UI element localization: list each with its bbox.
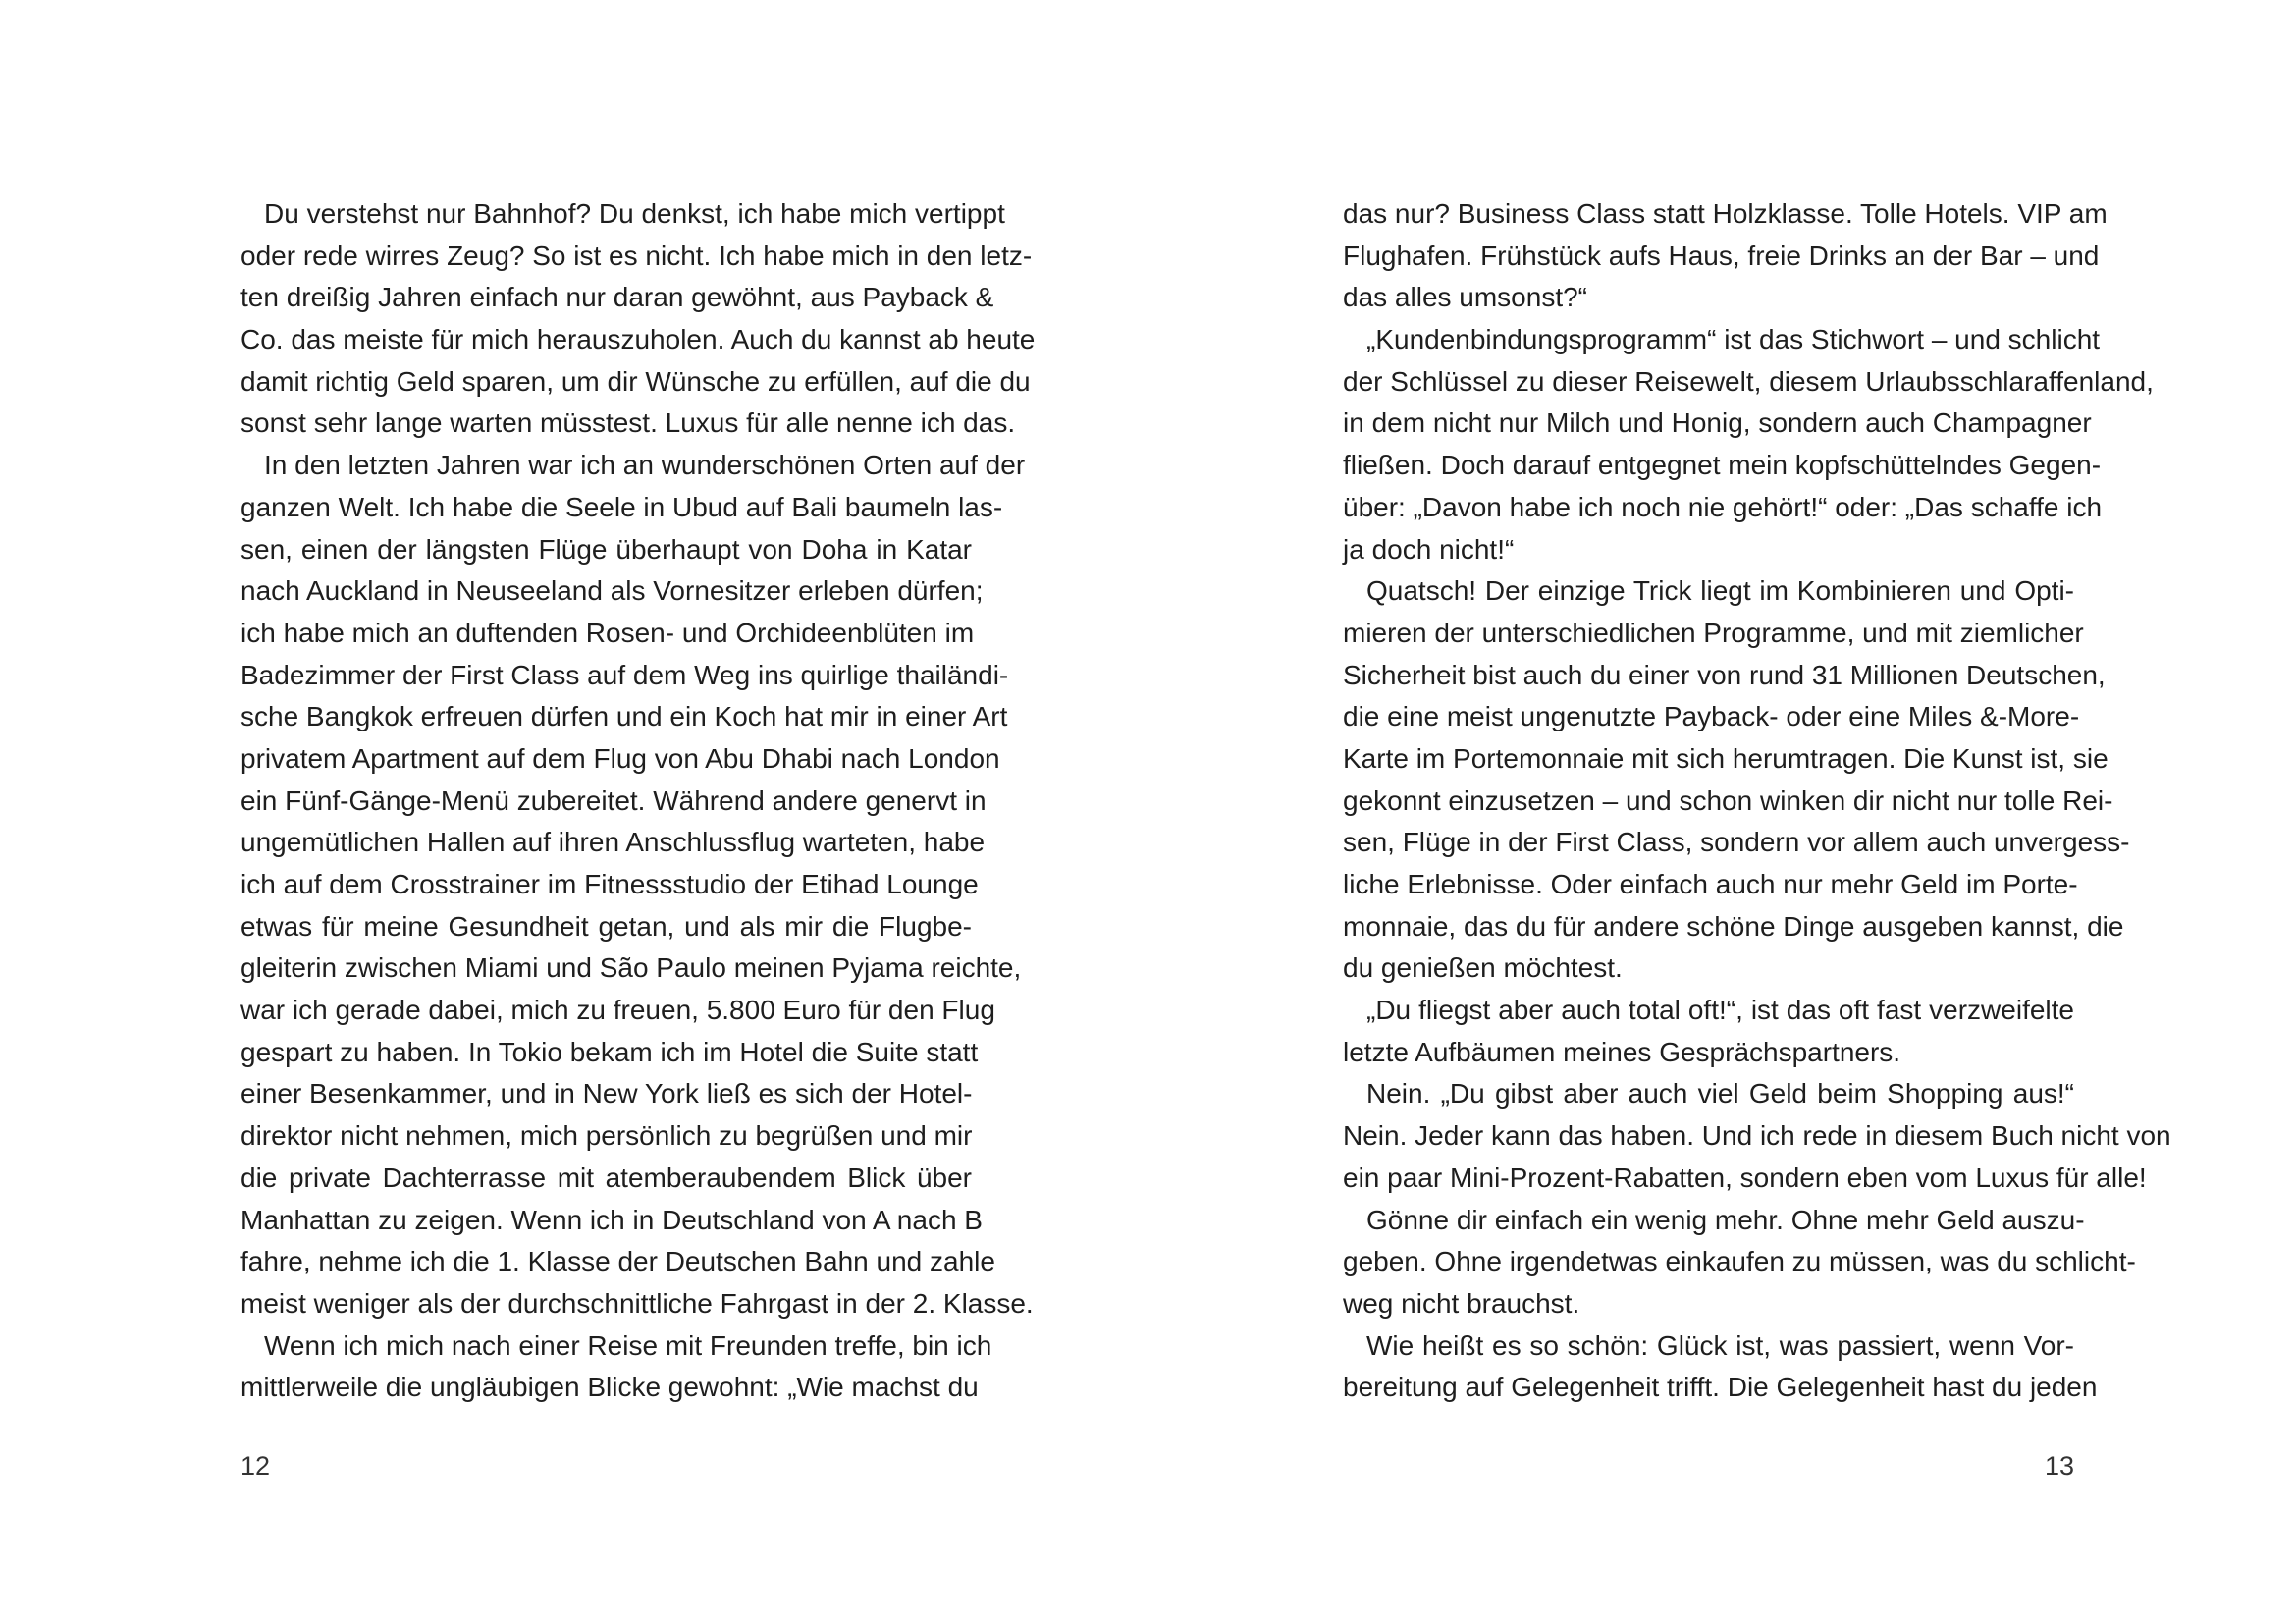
text-line: sonst sehr lange warten müsstest. Luxus für alle nenne ich das. [240,407,1016,439]
text-line: ein Fünf-Gänge-Menü zubereitet. Während andere genervt in [240,785,987,816]
text-line: sen, Flüge in der First Class, sondern vor allem auch unvergess- [1343,827,2130,858]
text-line: damit richtig Geld sparen, um dir Wünsche zu erfüllen, auf die du [240,365,1031,397]
left-page-text [240,193,1036,1409]
text-line: sen, einen der längsten Flüge überhaupt von Doha in Katar [240,533,972,565]
text-line: Flughafen. Frühstück aufs Haus, freie Drinks an der Bar – und [1343,240,2100,271]
text-line: Sicherheit bist auch du einer von rund 31 Millionen Deutschen, [1343,659,2106,690]
text-line: Co. das meiste für mich herauszuholen. Auch du kannst ab heute [240,324,1036,355]
text-line: sche Bangkok erfreuen dürfen und ein Koch hat mir in einer Art [240,701,1008,732]
text-line: in dem nicht nur Milch und Honig, sondern auch Champagner [1343,407,2092,439]
text-line: meist weniger als der durchschnittliche Fahrgast in der 2. Klasse. [240,1287,1034,1319]
text-line: die eine meist ungenutzte Payback- oder eine Miles &-More- [1343,701,2080,732]
text-line: privatem Apartment auf dem Flug von Abu Dhabi nach London [240,742,1000,774]
text-line: fahre, nehme ich die 1. Klasse der Deutschen Bahn und zahle [240,1246,995,1277]
text-line: etwas für meine Gesundheit getan, und als mir die Flugbe- [240,910,972,942]
text-line: ich auf dem Crosstrainer im Fitnessstudio der Etihad Lounge [240,869,979,899]
text-line: Manhattan zu zeigen. Wenn ich in Deutschland von A nach B [240,1204,983,1235]
text-line: Wenn ich mich nach einer Reise mit Freunden treffe, bin ich [264,1329,992,1361]
text-line: das nur? Business Class statt Holzklasse. Tolle Hotels. VIP am [1343,198,2108,229]
right-page-text [1343,193,2171,1409]
text-line: das alles umsonst?“ [1343,282,1588,313]
text-line: ich habe mich an duftenden Rosen- und Orchideenblüten im [240,617,975,648]
text-line: liche Erlebnisse. Oder einfach auch nur mehr Geld im Porte- [1343,869,2078,899]
text-line: Karte im Portemonnaie mit sich herumtragen. Die Kunst ist, sie [1343,742,2109,774]
text-line: Du verstehst nur Bahnhof? Du denkst, ich habe mich vertippt [264,198,1005,229]
text-line: Badezimmer der First Class auf dem Weg ins quirlige thailändi- [240,659,1009,690]
text-line: Gönne dir einfach ein wenig mehr. Ohne mehr Geld auszu- [1366,1204,2085,1235]
text-line: direktor nicht nehmen, mich persönlich zu begrüßen und mir [240,1120,973,1152]
right-page [1343,193,2171,1409]
text-line: der Schlüssel zu dieser Reisewelt, diesem Urlaubsschlaraffenland, [1343,365,2154,397]
text-line: Quatsch! Der einzige Trick liegt im Kombinieren und Opti- [1366,575,2074,607]
text-line: gekonnt einzusetzen – und schon winken dir nicht nur tolle Rei- [1343,785,2113,816]
text-line: oder rede wirres Zeug? So ist es nicht. Ich habe mich in den letz- [240,240,1033,271]
text-line: mieren der unterschiedlichen Programme, und mit ziemlicher [1343,617,2084,648]
text-line: einer Besenkammer, und in New York ließ es sich der Hotel- [240,1078,973,1110]
text-line: du genießen möchtest. [1343,952,1623,984]
text-line: mittlerweile die ungläubigen Blicke gewohnt: „Wie machst du [240,1372,979,1403]
text-line: In den letzten Jahren war ich an wunderschönen Orten auf der [264,450,1026,481]
text-line: ten dreißig Jahren einfach nur daran gewöhnt, aus Payback & [240,282,994,313]
text-line: Nein. Jeder kann das haben. Und ich rede in diesem Buch nicht von [1343,1120,2171,1152]
text-line: letzte Aufbäumen meines Gesprächspartners. [1343,1036,1901,1067]
text-line: ja doch nicht!“ [1343,533,1515,565]
text-line: „Kundenbindungsprogramm“ ist das Stichwort – und schlicht [1366,324,2101,355]
text-line: ein paar Mini-Prozent-Rabatten, sondern eben vom Luxus für alle! [1343,1162,2147,1193]
text-line: war ich gerade dabei, mich zu freuen, 5.800 Euro für den Flug [240,995,995,1026]
text-line: bereitung auf Gelegenheit trifft. Die Gelegenheit hast du jeden [1343,1372,2098,1403]
text-line: monnaie, das du für andere schöne Dinge ausgeben kannst, die [1343,910,2124,942]
text-line: die private Dachterrasse mit atemberaubendem Blick über [240,1162,972,1193]
text-line: gleiterin zwischen Miami und São Paulo meinen Pyjama reichte, [240,952,1022,984]
text-line: nach Auckland in Neuseeland als Vornesitzer erleben dürfen; [240,575,984,607]
text-line: Wie heißt es so schön: Glück ist, was passiert, wenn Vor- [1366,1329,2074,1361]
text-line: weg nicht brauchst. [1343,1287,1580,1319]
text-line: über: „Davon habe ich noch nie gehört!“ oder: „Das schaffe ich [1343,491,2103,522]
page-number-left: 12 [240,1451,271,1481]
text-line: geben. Ohne irgendetwas einkaufen zu müssen, was du schlicht- [1343,1246,2136,1277]
text-line: Nein. „Du gibst aber auch viel Geld beim Shopping aus!“ [1366,1078,2074,1110]
text-line: ungemütlichen Hallen auf ihren Anschlussflug warteten, habe [240,827,986,858]
left-page [240,193,1036,1409]
text-line: gespart zu haben. In Tokio bekam ich im Hotel die Suite statt [240,1036,979,1067]
text-line: ganzen Welt. Ich habe die Seele in Ubud auf Bali baumeln las- [240,491,1003,522]
text-line: „Du fliegst aber auch total oft!“, ist das oft fast verzweifelte [1366,995,2074,1026]
page-number-right: 13 [2045,1451,2075,1481]
text-line: fließen. Doch darauf entgegnet mein kopfschüttelndes Gegen- [1343,450,2102,481]
